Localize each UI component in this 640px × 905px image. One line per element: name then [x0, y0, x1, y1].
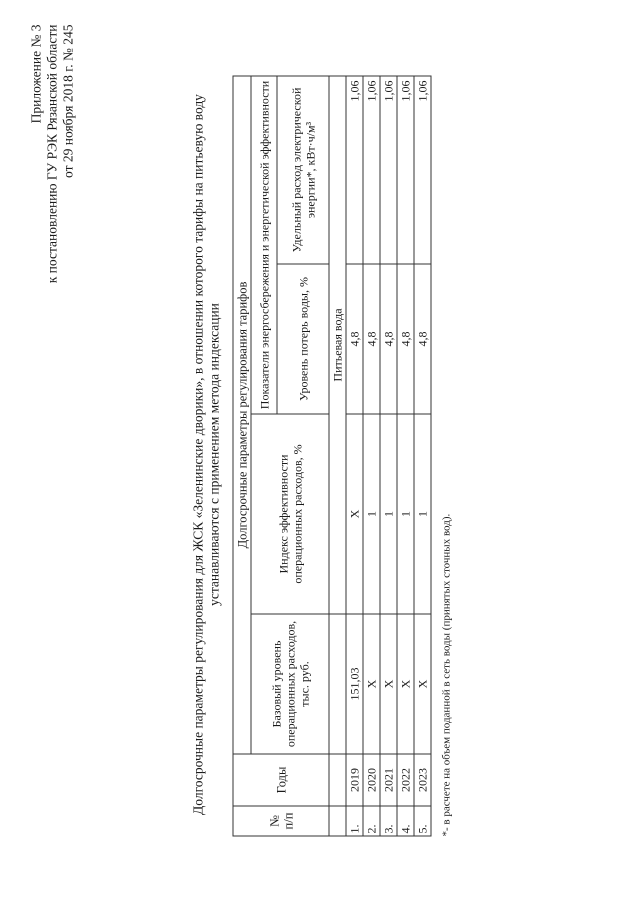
cell-water-loss: 4,8	[346, 264, 363, 414]
cell-base-opex: X	[414, 614, 431, 754]
document-page	[1, 0, 640, 905]
cell-water-loss: 4,8	[363, 264, 380, 414]
cell-efficiency-index: X	[346, 414, 363, 614]
cell-number: 2.	[363, 806, 380, 836]
appendix-header	[29, 25, 77, 385]
cell-year: 2023	[414, 754, 431, 806]
cell-number: 5.	[414, 806, 431, 836]
cell-base-opex: 151,03	[346, 614, 363, 754]
table-row	[380, 76, 397, 836]
cell-efficiency-index: 1	[414, 414, 431, 614]
table-row	[397, 76, 414, 836]
cell-base-opex: X	[397, 614, 414, 754]
cell-year: 2019	[346, 754, 363, 806]
table-row	[346, 76, 363, 836]
cell-energy-consumption: 1,06	[380, 76, 397, 264]
parameters-table	[233, 75, 432, 836]
header-long-term-params: Долгосрочные параметры регулирования тарифов	[233, 76, 251, 754]
cell-number: 3.	[380, 806, 397, 836]
cell-water-loss: 4,8	[414, 264, 431, 414]
header-energy-indicators: Показатели энергосбережения и энергетической эффективности	[251, 76, 277, 414]
header-efficiency-index: Индекс эффективности операционных расходов, %	[251, 414, 329, 614]
section-drinking-water: Питьевая вода	[329, 76, 346, 614]
cell-energy-consumption: 1,06	[346, 76, 363, 264]
document-title-line-2: устанавливаются с применением метода индексации	[206, 303, 222, 606]
header-row-number: № п/п	[233, 806, 329, 836]
cell-efficiency-index: 1	[363, 414, 380, 614]
cell-efficiency-index: 1	[380, 414, 397, 614]
appendix-date: от 29 ноября 2018 г. № 245	[60, 24, 76, 178]
header-base-opex: Базовый уровень операционных расходов, тыс. руб.	[251, 614, 329, 754]
table-row	[363, 76, 380, 836]
cell-water-loss: 4,8	[380, 264, 397, 414]
cell-number: 1.	[346, 806, 363, 836]
appendix-number: Приложение № 3	[28, 24, 44, 124]
footnote: *- в расчете на объем поданной в сеть воды (принятых сточных вод).	[440, 513, 453, 837]
document-title	[191, 35, 223, 875]
cell-number: 4.	[397, 806, 414, 836]
header-energy-consumption: Удельный расход электрической энергии*, кВт·ч/м³	[277, 76, 329, 264]
cell-base-opex: X	[363, 614, 380, 754]
header-year: Годы	[233, 754, 329, 806]
header-water-loss: Уровень потерь воды, %	[277, 264, 329, 414]
cell-energy-consumption: 1,06	[397, 76, 414, 264]
table-row	[414, 76, 431, 836]
cell-base-opex: X	[380, 614, 397, 754]
document-title-line-1: Долгосрочные параметры регулирования для ЖСК «Зеленинские дворики», в отношении которого тарифы на питьевую воду	[190, 94, 206, 815]
cell-energy-consumption: 1,06	[363, 76, 380, 264]
cell-energy-consumption: 1,06	[414, 76, 431, 264]
appendix-resolution: к постановлению ГУ РЭК Рязанской области	[44, 24, 60, 284]
cell-year: 2022	[397, 754, 414, 806]
cell-year: 2020	[363, 754, 380, 806]
cell-water-loss: 4,8	[397, 264, 414, 414]
cell-efficiency-index: 1	[397, 414, 414, 614]
cell-year: 2021	[380, 754, 397, 806]
